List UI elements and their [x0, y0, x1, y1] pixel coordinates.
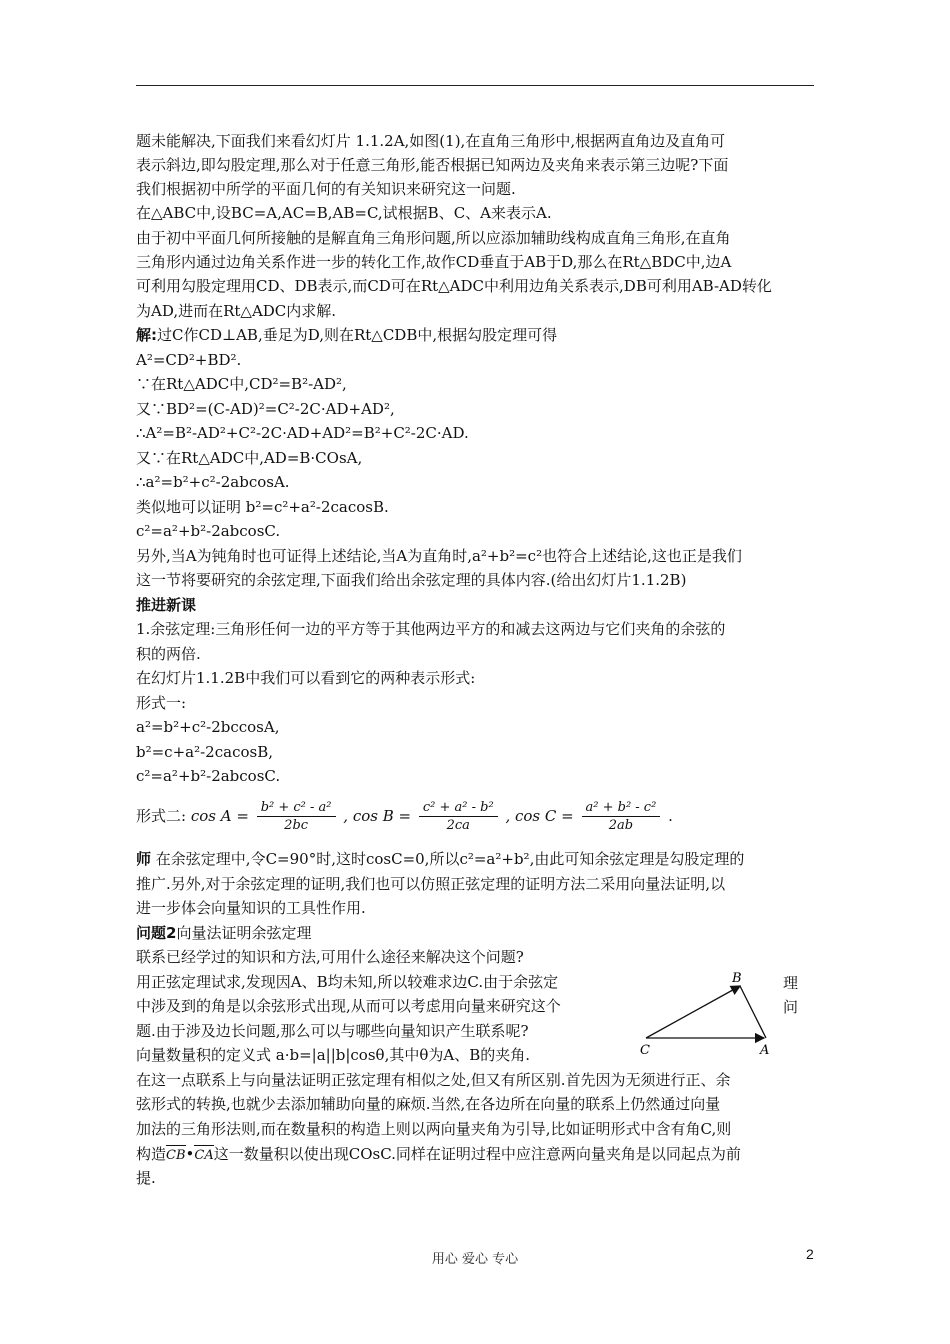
equation-line: A²=CD²+BD². [136, 351, 242, 369]
text-line: 1.余弦定理:三角形任何一边的平方等于其他两边平方的和减去这两边与它们夹角的余弦的 [136, 620, 726, 638]
label-c: C [640, 1043, 650, 1058]
cos-b-label: , cos B = [343, 807, 412, 825]
text-line: 另外,当A为钝角时也可证得上述结论,当A为直角时,a²+b²=c²也符合上述结论,这也正是我们 [136, 547, 742, 565]
footer-text: 用心 爱心 专心 [431, 1252, 519, 1267]
equation-line: 又∵在Rt△ADC中,AD=B·COsA, [136, 449, 363, 467]
text-line: 在△ABC中,设BC=A,AC=B,AB=C,试根据B、C、A来表示A. [136, 204, 552, 222]
formula-two-line [136, 796, 673, 836]
text-line: 题未能解决,下面我们来看幻灯片 1.1.2A,如图(1),在直角三角形中,根据两直角边及直角可 [136, 132, 726, 150]
dot-symbol: • [185, 1145, 195, 1163]
text-line: 题.由于涉及边长问题,那么可以与哪些向量知识产生联系呢? [136, 1022, 529, 1040]
solution-line [136, 325, 557, 345]
text-line: 形式一: [136, 694, 187, 712]
equation-line: ∴a²=b²+c²-2abcosA. [136, 473, 290, 491]
construct-rest: 这一数量积以使出现COsC.同样在证明过程中应注意两向量夹角是以同起点为前 [213, 1145, 741, 1163]
text-line: 我们根据初中所学的平面几何的有关知识来研究这一问题. [136, 180, 516, 198]
equation-line: c²=a²+b²-2abcosC. [136, 522, 281, 540]
teacher-label: 师 [136, 850, 152, 868]
triangle-diagram [636, 968, 784, 1060]
text-line: 联系已经学过的知识和方法,可用什么途径来解决这个问题? [136, 948, 524, 966]
label-b: B [732, 971, 742, 986]
solution-text: 过C作CD⊥AB,垂足为D,则在Rt△CDB中,根据勾股定理可得 [157, 326, 558, 344]
fraction-cos-b [419, 799, 498, 835]
teacher-text: 在余弦定理中,令C=90°时,这时cosC=0,所以c²=a²+b²,由此可知余弦定理是勾股定理的 [155, 850, 745, 868]
text-line: 向量数量积的定义式 a·b=|a||b|cosθ,其中θ为A、B的夹角. [136, 1046, 530, 1064]
fraction-numerator: c² + a² - b² [419, 799, 498, 817]
text-line: 这一节将要研究的余弦定理,下面我们给出余弦定理的具体内容.(给出幻灯片1.1.2B) [136, 571, 687, 589]
text-line: 积的两倍. [136, 645, 201, 663]
equation-line: b²=c+a²-2cacosB, [136, 743, 273, 761]
text-line: 中涉及到的角是以余弦形式出现,从而可以考虑用向量来研究这个 [136, 997, 561, 1015]
fraction-numerator: b² + c² - a² [257, 799, 336, 817]
margin-char: 理 [783, 974, 799, 992]
teacher-line [136, 849, 744, 869]
text-line: 推广.另外,对于余弦定理的证明,我们也可以仿照正弦定理的证明方法二采用向量法证明,以 [136, 875, 726, 893]
equation-line: ∵在Rt△ADC中,CD²=B²-AD², [136, 375, 347, 393]
fraction-denominator: 2bc [284, 818, 309, 833]
text-line: 在这一点联系上与向量法证明正弦定理有相似之处,但又有所区别.首先因为无须进行正、余 [136, 1071, 731, 1089]
formula-end: . [668, 807, 673, 825]
formula-two-label: 形式二: [136, 807, 187, 825]
vector-cb [646, 986, 740, 1038]
equation-line: ∴A²=B²-AD²+C²-2C·AD+AD²=B²+C²-2C·AD. [136, 424, 469, 442]
label-a: A [760, 1043, 770, 1058]
text-line: 用正弦定理试求,发现因A、B均未知,所以较难求边C.由于余弦定 [136, 973, 559, 991]
construct-word: 构造 [136, 1145, 167, 1163]
fraction-numerator: a² + b² - c² [582, 799, 661, 817]
fraction-cos-a [257, 799, 336, 835]
text-line: 可利用勾股定理用CD、DB表示,而CD可在Rt△ADC中利用边角关系表示,DB可利用AB-AD转化 [136, 277, 772, 295]
text-line: 进一步体会向量知识的工具性作用. [136, 899, 366, 917]
cos-c-label: , cos C = [505, 807, 574, 825]
side-ba [740, 986, 766, 1038]
text-line: 提. [136, 1169, 156, 1187]
fraction-denominator: 2ca [446, 818, 470, 833]
text-line: 三角形内通过边角关系作进一步的转化工作,故作CD垂直于AB于D,那么在Rt△BDC中,边A [136, 253, 732, 271]
text-line: 表示斜边,即勾股定理,那么对于任意三角形,能否根据已知两边及夹角来表示第三边呢?下面 [136, 156, 729, 174]
text-line: 由于初中平面几何所接触的是解直角三角形问题,所以应添加辅助线构成直角三角形,在直角 [136, 229, 731, 247]
fraction-denominator: 2ab [608, 818, 634, 833]
text-line: 在幻灯片1.1.2B中我们可以看到它的两种表示形式: [136, 669, 476, 687]
solution-label: 解: [136, 326, 157, 344]
question-heading [136, 923, 311, 943]
text-line: 加法的三角形法则,而在数量积的构造上则以两向量夹角为引导,比如证明形式中含有角C,则 [136, 1120, 732, 1138]
equation-line: 又∵BD²=(C-AD)²=C²-2C·AD+AD², [136, 400, 395, 418]
vector-ca-label: CA [194, 1143, 213, 1166]
header-rule [136, 85, 814, 86]
vector-cb-label: CB [166, 1143, 186, 1166]
question-label: 问题2 [136, 924, 177, 942]
fraction-cos-c [582, 799, 661, 835]
text-line: 弦形式的转换,也就少去添加辅助向量的麻烦.当然,在各边所在向量的联系上仍然通过向量 [136, 1095, 721, 1113]
page-number: 2 [806, 1246, 814, 1262]
equation-line: 类似地可以证明 b²=c²+a²-2cacosB. [136, 498, 389, 516]
equation-line: c²=a²+b²-2abcosC. [136, 767, 281, 785]
cos-a-label: cos A = [190, 807, 249, 825]
text-line [136, 1143, 741, 1166]
margin-char: 问 [783, 998, 799, 1016]
equation-line: a²=b²+c²-2bccosA, [136, 718, 280, 736]
section-heading: 推进新课 [136, 596, 197, 614]
text-line: 为AD,进而在Rt△ADC内求解. [136, 302, 337, 320]
question-title: 向量法证明余弦定理 [176, 924, 312, 942]
